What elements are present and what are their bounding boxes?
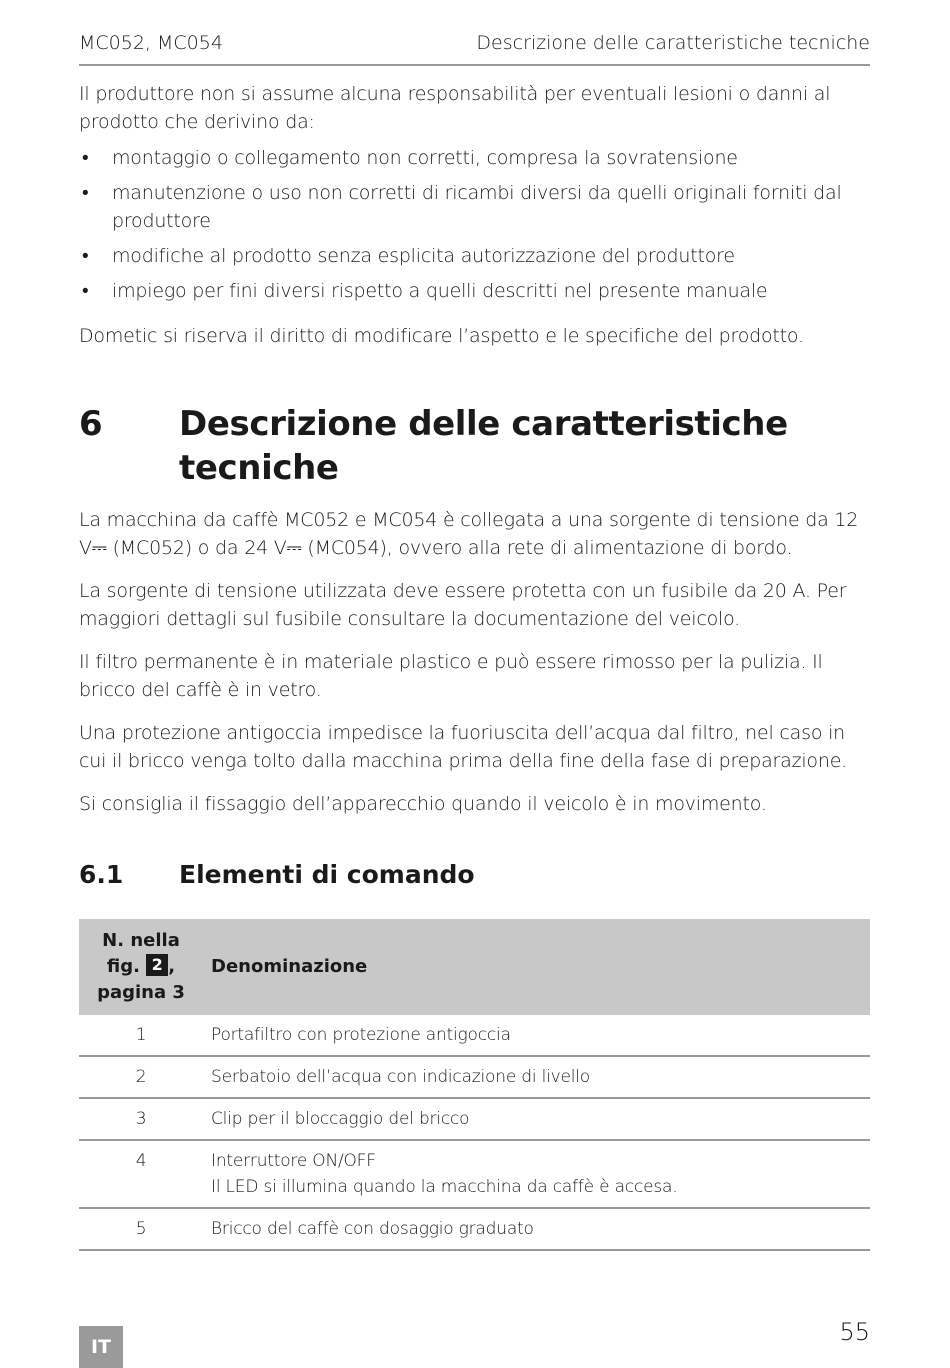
row-description: Serbatoio dell’acqua con indicazione di livello [203, 1056, 870, 1098]
table-header-row [79, 919, 870, 1015]
section-number: 6 [79, 404, 103, 444]
row-note: Il LED si illumina quando la macchina da caffè è accesa. [211, 1177, 678, 1197]
list-item: • modifiche al prodotto senza esplicita autorizzazione del produttore [79, 242, 870, 270]
figure-reference-badge: 2 [146, 954, 168, 976]
language-tab: IT [79, 1326, 123, 1368]
section-paragraph: La sorgente di tensione utilizzata deve essere protetta con un fusibile da 20 A. Per maggiori dettagli sul fusibile consultare la documentazione del veicolo. [79, 580, 847, 630]
intro-paragraph: Il produttore non si assume alcuna responsabilità per eventuali lesioni o danni al prodotto che derivino da: [79, 83, 831, 133]
row-number: 2 [79, 1056, 203, 1098]
controls-table [79, 919, 870, 1251]
row-number: 5 [79, 1208, 203, 1250]
row-number: 3 [79, 1098, 203, 1140]
page-number: 55 [839, 1318, 870, 1346]
row-description: Portafiltro con protezione antigoccia [203, 1015, 870, 1056]
header-model: MC052, MC054 [79, 32, 223, 54]
section-paragraph: Il filtro permanente è in materiale plastico e può essere rimosso per la pulizia. Il bricco del caffè è in vetro. [79, 651, 823, 701]
subsection-title: Elementi di comando [179, 860, 475, 889]
row-description: Bricco del caffè con dosaggio graduato [203, 1208, 870, 1250]
liability-list [79, 144, 870, 312]
subsection-number: 6.1 [79, 860, 124, 889]
list-item: • manutenzione o uso non corretti di ricambi diversi da quelli originali forniti dal produttore [79, 179, 870, 235]
reserve-paragraph: Dometic si riserva il diritto di modificare l’aspetto e le specifiche del prodotto. [79, 325, 804, 347]
column-header-name: Denominazione [203, 919, 870, 1015]
section-paragraph: Si consiglia il fissaggio dell’apparecchio quando il veicolo è in movimento. [79, 793, 767, 815]
row-description: Clip per il bloccaggio del bricco [203, 1098, 870, 1140]
bullet-icon: • [82, 245, 89, 267]
table-row [79, 1056, 870, 1098]
row-number: 1 [79, 1015, 203, 1056]
bullet-icon: • [82, 182, 89, 204]
section-paragraph: La macchina da caffè MC052 e MC054 è collegata a una sorgente di tensione da 12 V⎓ (MC052) o da 24 V⎓ (MC054), ovvero alla rete di alimentazione di bordo. [79, 509, 859, 559]
table-row [79, 1015, 870, 1056]
bullet-icon: • [82, 280, 89, 302]
header-section-title: Descrizione delle caratteristiche tecniche [476, 32, 870, 54]
table-row [79, 1208, 870, 1250]
list-item: • montaggio o collegamento non corretti, compresa la sovratensione [79, 144, 870, 172]
section-paragraph: Una protezione antigoccia impedisce la fuoriuscita dell’acqua dal filtro, nel caso in cui il bricco venga tolto dalla macchina prima della fine della fase di preparazione. [79, 722, 848, 772]
running-header [79, 30, 870, 66]
section-title: Descrizione delle caratteristiche tecniche [179, 404, 788, 488]
row-description: Interruttore ON/OFF Il LED si illumina quando la macchina da caffè è accesa. [203, 1140, 870, 1208]
row-number: 4 [79, 1140, 203, 1208]
column-header-number: N. nella fig. 2 , pagina 3 [79, 919, 203, 1015]
bullet-icon: • [82, 147, 89, 169]
table-row [79, 1140, 870, 1208]
table-row [79, 1098, 870, 1140]
list-item: • impiego per fini diversi rispetto a quelli descritti nel presente manuale [79, 277, 870, 305]
